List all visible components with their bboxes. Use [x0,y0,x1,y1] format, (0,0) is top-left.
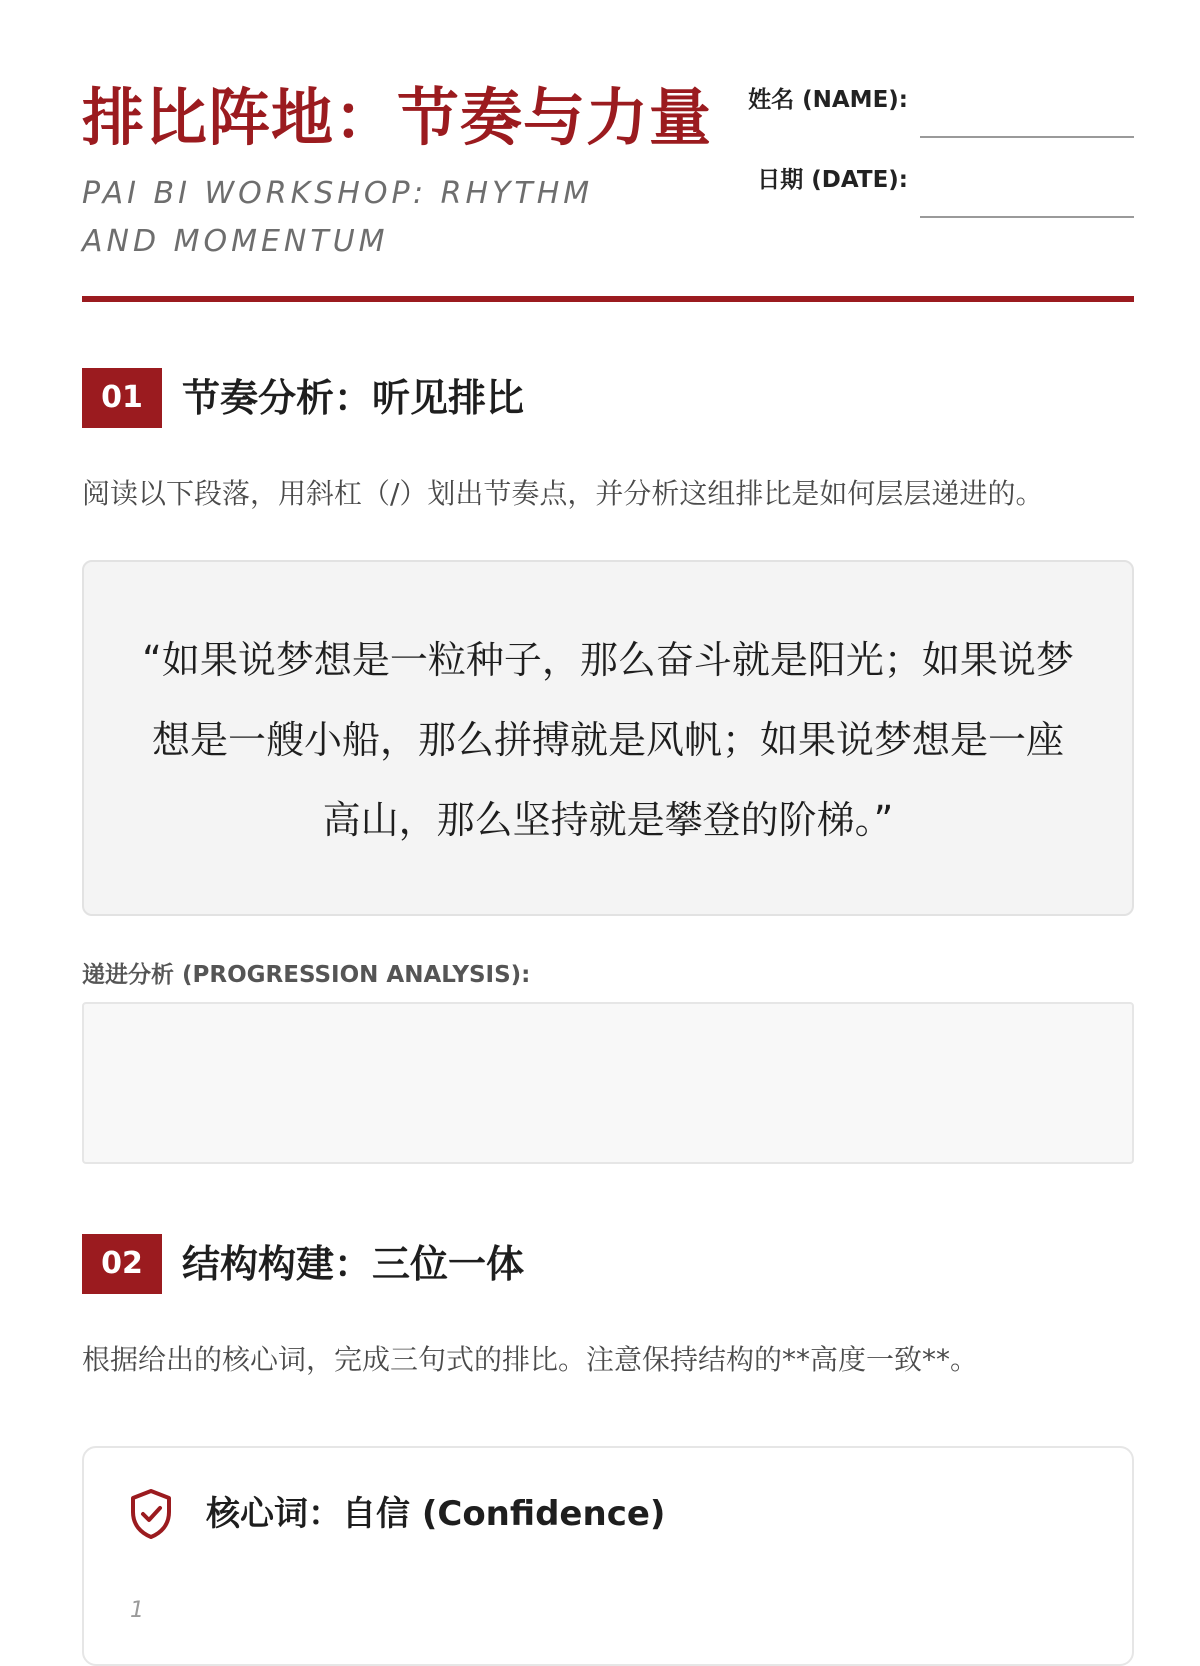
date-label: 日期 (DATE): [757,167,908,193]
section-1-number-badge: 01 [82,368,162,428]
keyword-card-title: 核心词：自信 (Confidence) [206,1494,666,1534]
section-1-heading [82,368,1134,428]
quote-passage-text: “如果说梦想是一粒种子，那么奋斗就是阳光；如果说梦想是一艘小船，那么拼搏就是风帆；如果说梦想是一座高山，那么坚持就是攀登的阶梯。” [142,638,1074,842]
worksheet-header [82,78,1134,306]
name-label: 姓名 (NAME): [748,87,908,113]
quote-passage-box [82,560,1134,916]
section-2-heading [82,1234,1134,1294]
date-field[interactable] [732,164,1134,230]
page-title: 排比阵地：节奏与力量 [82,81,713,154]
name-field[interactable] [732,84,1134,150]
progression-analysis-label: 递进分析 (PROGRESSION ANALYSIS): [82,962,531,988]
section-1-instruction: 阅读以下段落，用斜杠（/）划出节奏点，并分析这组排比是如何层层递进的。 [82,477,1044,510]
name-input-line[interactable] [920,136,1134,138]
date-input-line[interactable] [920,216,1134,218]
section-2-instruction: 根据给出的核心词，完成三句式的排比。注意保持结构的**高度一致**。 [82,1343,979,1376]
worksheet-page [82,0,1134,1623]
shield-check-icon [128,1488,174,1540]
section-1-title: 节奏分析：听见排比 [182,376,525,420]
keyword-item-number: 1 [130,1598,144,1623]
header-divider [82,296,1134,302]
keyword-card [82,1446,1134,1666]
progression-analysis-answer-box[interactable] [82,1002,1134,1164]
section-2-title: 结构构建：三位一体 [182,1242,525,1286]
section-2-number-badge: 02 [82,1234,162,1294]
page-subtitle: PAI BI WORKSHOP: RHYTHM AND MOMENTUM [82,176,594,259]
